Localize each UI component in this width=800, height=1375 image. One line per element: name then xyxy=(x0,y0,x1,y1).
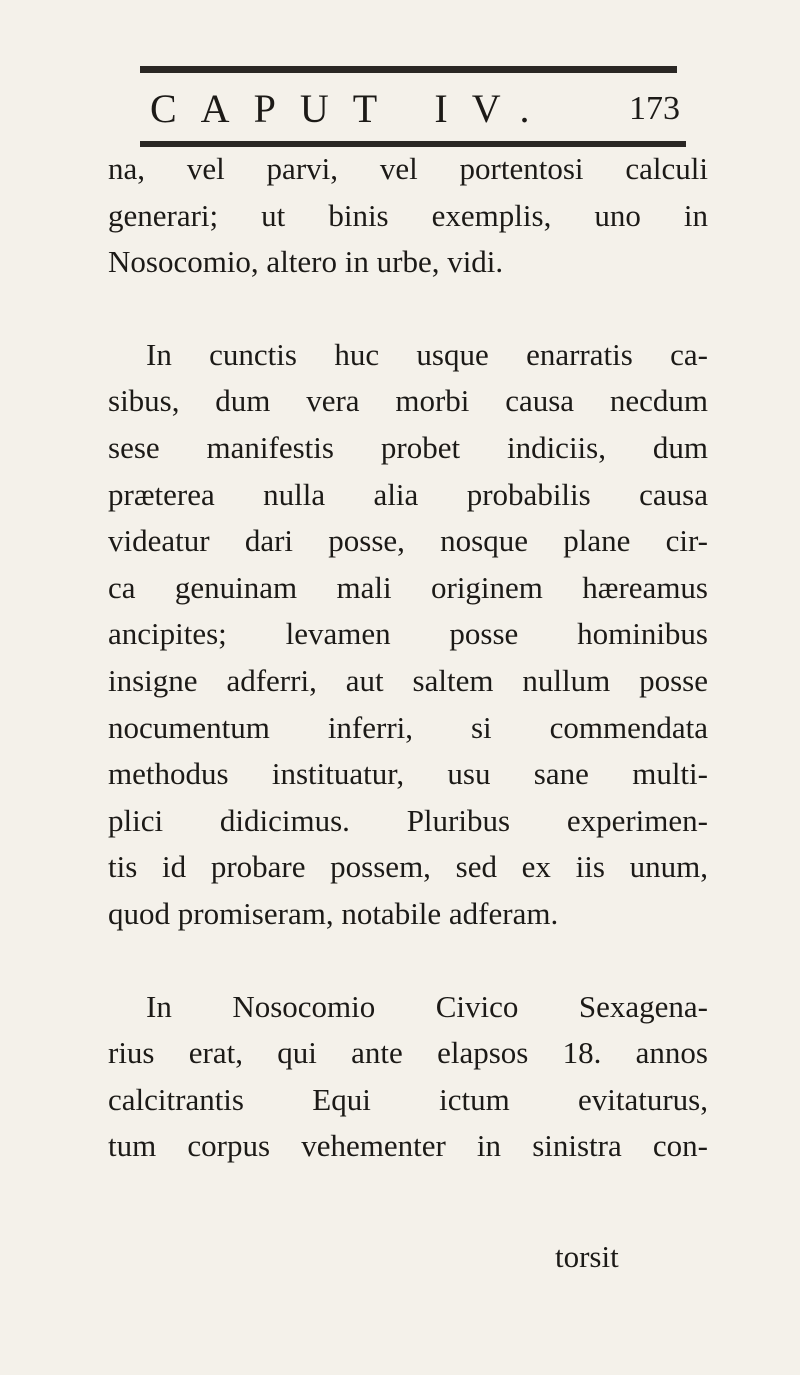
paragraph-3 xyxy=(108,984,708,1170)
text-line: videatur dari posse, nosque plane cir- xyxy=(108,523,708,559)
text-line: Nosocomio, altero in urbe, vidi. xyxy=(108,244,504,280)
text-line: tis id probare possem, sed ex iis unum, xyxy=(108,849,708,885)
text-line: methodus instituatur, usu sane multi- xyxy=(108,756,708,792)
text-line: tum corpus vehementer in sinistra con- xyxy=(108,1128,708,1164)
text-line: In cunctis huc usque enarratis ca- xyxy=(146,336,708,372)
running-header xyxy=(150,84,680,134)
text-line: rius erat, qui ante elapsos 18. annos xyxy=(108,1035,708,1071)
text-line: ca genuinam mali originem hæreamus xyxy=(108,569,708,605)
text-line: generari; ut binis exemplis, uno in xyxy=(108,197,708,233)
header-rule-top xyxy=(140,66,677,73)
text-line: quod promiseram, notabile adferam. xyxy=(108,895,559,931)
text-line: præterea nulla alia probabilis causa xyxy=(108,476,708,512)
text-line: sese manifestis probet indiciis, dum xyxy=(108,429,708,465)
page-number: 173 xyxy=(629,90,680,127)
paragraph-1 xyxy=(108,146,708,286)
running-title: CAPUT IV. xyxy=(150,86,554,131)
text-line: insigne adferri, aut saltem nullum posse xyxy=(108,662,708,698)
text-line: nocumentum inferri, si commendata xyxy=(108,709,708,745)
text-line: calcitrantis Equi ictum evitaturus, xyxy=(108,1081,708,1117)
paragraph-2 xyxy=(108,332,708,938)
body-text xyxy=(108,146,708,1170)
text-line: ancipites; levamen posse hominibus xyxy=(108,616,708,652)
text-line: plici didicimus. Pluribus experimen- xyxy=(108,802,708,838)
text-line: na, vel parvi, vel portentosi calculi xyxy=(108,151,708,186)
text-line: In Nosocomio Civico Sexagena- xyxy=(146,988,708,1024)
text-line: sibus, dum vera morbi causa necdum xyxy=(108,383,708,419)
catchword: torsit xyxy=(555,1239,619,1274)
